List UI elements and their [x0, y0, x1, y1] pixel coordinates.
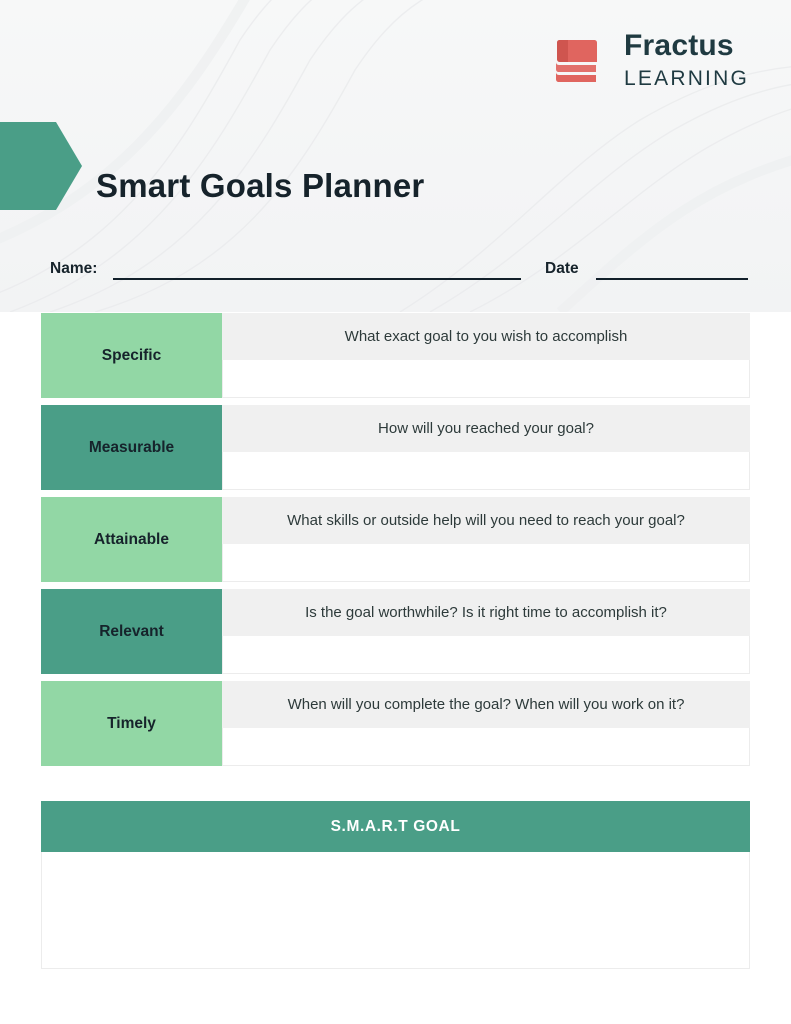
- row-answer-measurable[interactable]: [222, 452, 750, 490]
- smart-goal-header: S.M.A.R.T GOAL: [41, 801, 750, 852]
- row-key-attainable: Attainable: [41, 497, 222, 582]
- date-label: Date: [545, 260, 579, 277]
- smart-row-timely: [41, 681, 750, 766]
- row-content-attainable: [222, 497, 750, 582]
- row-key-measurable: Measurable: [41, 405, 222, 490]
- row-answer-timely[interactable]: [222, 728, 750, 766]
- brand-wordmark: [624, 31, 749, 89]
- smart-row-measurable: [41, 405, 750, 490]
- row-content-measurable: [222, 405, 750, 490]
- row-content-relevant: [222, 589, 750, 674]
- row-prompt-measurable: How will you reached your goal?: [222, 405, 750, 452]
- name-date-row: [50, 258, 750, 288]
- row-answer-attainable[interactable]: [222, 544, 750, 582]
- stacked-books-icon: [544, 28, 608, 92]
- row-answer-relevant[interactable]: [222, 636, 750, 674]
- row-prompt-specific: What exact goal to you wish to accomplish: [222, 313, 750, 360]
- row-content-timely: [222, 681, 750, 766]
- title-chevron-decoration: [0, 122, 82, 210]
- smart-rows: [41, 313, 750, 773]
- brand-logo: [544, 28, 749, 92]
- name-input-line[interactable]: [113, 278, 521, 280]
- brand-tagline: LEARNING: [624, 67, 749, 90]
- date-input-line[interactable]: [596, 278, 748, 280]
- smart-row-specific: [41, 313, 750, 398]
- name-label: Name:: [50, 260, 98, 277]
- row-prompt-attainable: What skills or outside help will you need to reach your goal?: [222, 497, 750, 544]
- smart-goal-input[interactable]: [41, 852, 750, 969]
- brand-name: Fractus: [624, 29, 734, 62]
- page-header: [0, 0, 791, 312]
- smart-row-attainable: [41, 497, 750, 582]
- smart-row-relevant: [41, 589, 750, 674]
- row-prompt-relevant: Is the goal worthwhile? Is it right time to accomplish it?: [222, 589, 750, 636]
- row-content-specific: [222, 313, 750, 398]
- smart-goal-box: [41, 801, 750, 969]
- page-title: Smart Goals Planner: [96, 167, 425, 205]
- row-prompt-timely: When will you complete the goal? When will you work on it?: [222, 681, 750, 728]
- row-key-relevant: Relevant: [41, 589, 222, 674]
- row-key-timely: Timely: [41, 681, 222, 766]
- row-key-specific: Specific: [41, 313, 222, 398]
- row-answer-specific[interactable]: [222, 360, 750, 398]
